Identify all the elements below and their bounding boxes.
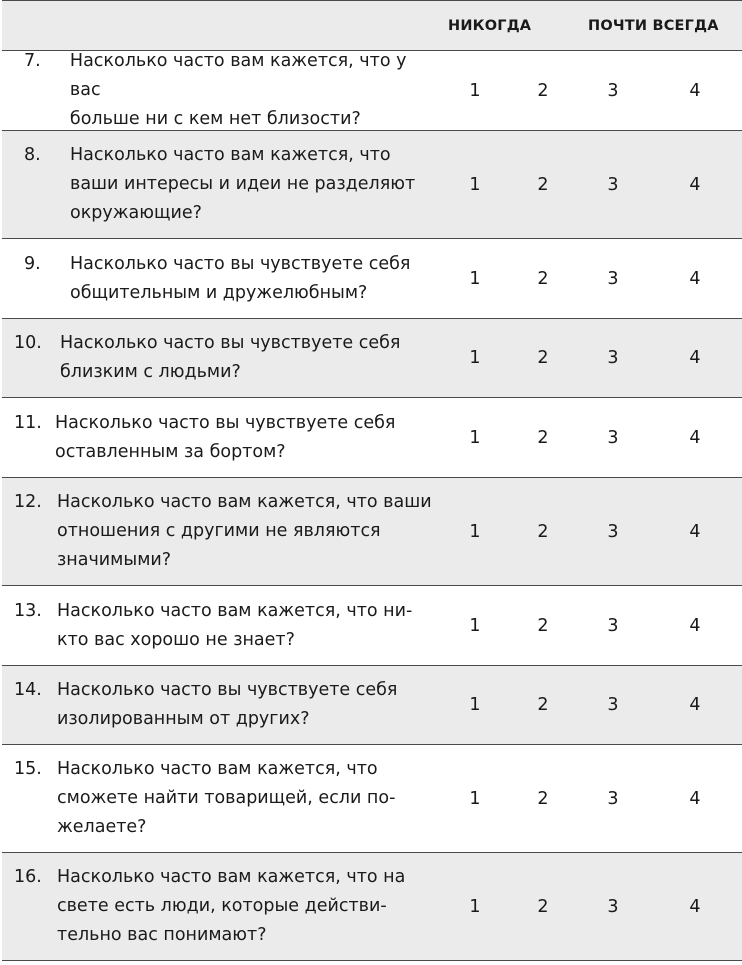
table-row xyxy=(2,478,742,586)
question-text-line: Насколько часто вам кажется, что у вас xyxy=(69,51,407,100)
rating-option-3[interactable]: 3 xyxy=(607,348,619,368)
question-number: 8. xyxy=(24,145,41,165)
question-number: 12. xyxy=(14,492,42,512)
question-text-line: Насколько часто вы чувствуете себя xyxy=(55,412,396,433)
rating-option-2[interactable]: 2 xyxy=(537,521,549,542)
question-number: 15. xyxy=(14,759,42,779)
rating-option-1[interactable]: 1 xyxy=(469,896,481,917)
question-cell xyxy=(2,250,442,308)
rating-option-2[interactable]: 2 xyxy=(537,268,549,289)
rating-option-3[interactable]: 3 xyxy=(607,521,619,542)
rating-option-1[interactable]: 1 xyxy=(469,174,481,195)
question-text xyxy=(55,409,395,467)
table-row xyxy=(2,745,742,853)
table-row xyxy=(2,51,742,131)
table-body xyxy=(2,51,742,961)
question-text-line: желаете? xyxy=(57,817,147,837)
table-row xyxy=(2,586,742,666)
question-text xyxy=(70,47,442,134)
question-text xyxy=(57,676,397,734)
question-text-line: изолированным от других? xyxy=(57,709,310,729)
rating-option-3[interactable]: 3 xyxy=(607,174,619,195)
rating-option-4[interactable]: 4 xyxy=(689,521,701,542)
question-text xyxy=(57,597,412,655)
rating-option-3[interactable]: 3 xyxy=(607,788,619,809)
rating-option-4[interactable]: 4 xyxy=(689,174,701,195)
rating-option-4[interactable]: 4 xyxy=(689,896,701,917)
rating-option-3[interactable]: 3 xyxy=(607,427,619,448)
question-text-line: тельно вас понимают? xyxy=(57,925,267,945)
question-number: 9. xyxy=(24,253,41,274)
question-cell xyxy=(2,676,442,734)
question-number: 16. xyxy=(14,867,42,887)
question-cell xyxy=(2,488,442,575)
question-text-line: Насколько часто вы чувствуете себя xyxy=(70,253,411,274)
question-number: 13. xyxy=(14,600,42,621)
rating-option-4[interactable]: 4 xyxy=(689,427,701,448)
question-text-line: общительным и дружелюбным? xyxy=(70,282,368,303)
question-text-line: больше ни с кем нет близости? xyxy=(69,109,361,129)
rating-option-4[interactable]: 4 xyxy=(689,268,701,289)
header-almost-always: ПОЧТИ ВСЕГДА xyxy=(588,17,719,34)
rating-option-2[interactable]: 2 xyxy=(537,348,549,368)
question-cell xyxy=(2,141,442,228)
rating-option-1[interactable]: 1 xyxy=(469,788,481,809)
question-cell xyxy=(2,47,442,134)
rating-option-1[interactable]: 1 xyxy=(469,348,481,368)
rating-option-2[interactable]: 2 xyxy=(537,80,549,101)
rating-option-4[interactable]: 4 xyxy=(689,615,701,636)
question-cell xyxy=(2,863,442,950)
rating-option-4[interactable]: 4 xyxy=(689,695,701,715)
question-text-line: Насколько часто вам кажется, что ваши xyxy=(57,492,432,512)
rating-option-1[interactable]: 1 xyxy=(469,615,481,636)
question-number: 10. xyxy=(14,333,42,353)
question-text xyxy=(57,863,405,950)
table-row xyxy=(2,131,742,239)
header-never: НИКОГДА xyxy=(448,17,532,34)
question-text-line: окружающие? xyxy=(70,203,202,223)
rating-option-1[interactable]: 1 xyxy=(469,427,481,448)
question-number: 11. xyxy=(14,412,42,433)
question-text xyxy=(57,755,395,842)
table-row xyxy=(2,319,742,398)
rating-option-3[interactable]: 3 xyxy=(607,80,619,101)
rating-option-4[interactable]: 4 xyxy=(689,788,701,809)
table-row xyxy=(2,853,742,961)
question-text xyxy=(70,250,410,308)
question-text-line: близким с людьми? xyxy=(60,362,241,382)
question-text-line: Насколько часто вы чувствуете себя xyxy=(57,680,398,700)
question-text-line: Насколько часто вам кажется, что на xyxy=(57,867,406,887)
rating-option-3[interactable]: 3 xyxy=(607,896,619,917)
question-text-line: оставленным за бортом? xyxy=(55,441,286,462)
question-text-line: свете есть люди, которые действи- xyxy=(57,896,387,916)
rating-option-3[interactable]: 3 xyxy=(607,695,619,715)
rating-option-3[interactable]: 3 xyxy=(607,268,619,289)
question-cell xyxy=(2,409,442,467)
question-text-line: сможете найти товарищей, если по- xyxy=(57,788,396,808)
rating-option-1[interactable]: 1 xyxy=(469,521,481,542)
rating-option-4[interactable]: 4 xyxy=(689,80,701,101)
question-number: 7. xyxy=(24,51,41,71)
rating-option-2[interactable]: 2 xyxy=(537,174,549,195)
rating-option-4[interactable]: 4 xyxy=(689,348,701,368)
question-text-line: Насколько часто вам кажется, что ни- xyxy=(57,600,413,621)
rating-option-2[interactable]: 2 xyxy=(537,788,549,809)
questionnaire-table xyxy=(2,0,742,961)
rating-option-2[interactable]: 2 xyxy=(537,896,549,917)
question-text xyxy=(57,488,432,575)
question-text xyxy=(70,141,415,228)
question-text-line: значимыми? xyxy=(57,550,172,570)
question-cell xyxy=(2,597,442,655)
rating-option-1[interactable]: 1 xyxy=(469,80,481,101)
table-row xyxy=(2,666,742,745)
question-text-line: ваши интересы и идеи не разделяют xyxy=(70,174,416,194)
question-text-line: Насколько часто вам кажется, что xyxy=(70,145,391,165)
question-text-line: Насколько часто вам кажется, что xyxy=(57,759,378,779)
rating-option-2[interactable]: 2 xyxy=(537,695,549,715)
table-header xyxy=(2,1,742,51)
question-text xyxy=(60,329,400,387)
rating-option-1[interactable]: 1 xyxy=(469,268,481,289)
question-cell xyxy=(2,329,442,387)
table-row xyxy=(2,398,742,478)
table-row xyxy=(2,239,742,319)
question-text-line: Насколько часто вы чувствуете себя xyxy=(60,333,401,353)
rating-option-3[interactable]: 3 xyxy=(607,615,619,636)
question-text-line: отношения с другими не являются xyxy=(57,521,381,541)
rating-option-1[interactable]: 1 xyxy=(469,695,481,715)
question-cell xyxy=(2,755,442,842)
question-text-line: кто вас хорошо не знает? xyxy=(57,629,295,650)
rating-option-2[interactable]: 2 xyxy=(537,615,549,636)
rating-option-2[interactable]: 2 xyxy=(537,427,549,448)
question-number: 14. xyxy=(14,680,42,700)
